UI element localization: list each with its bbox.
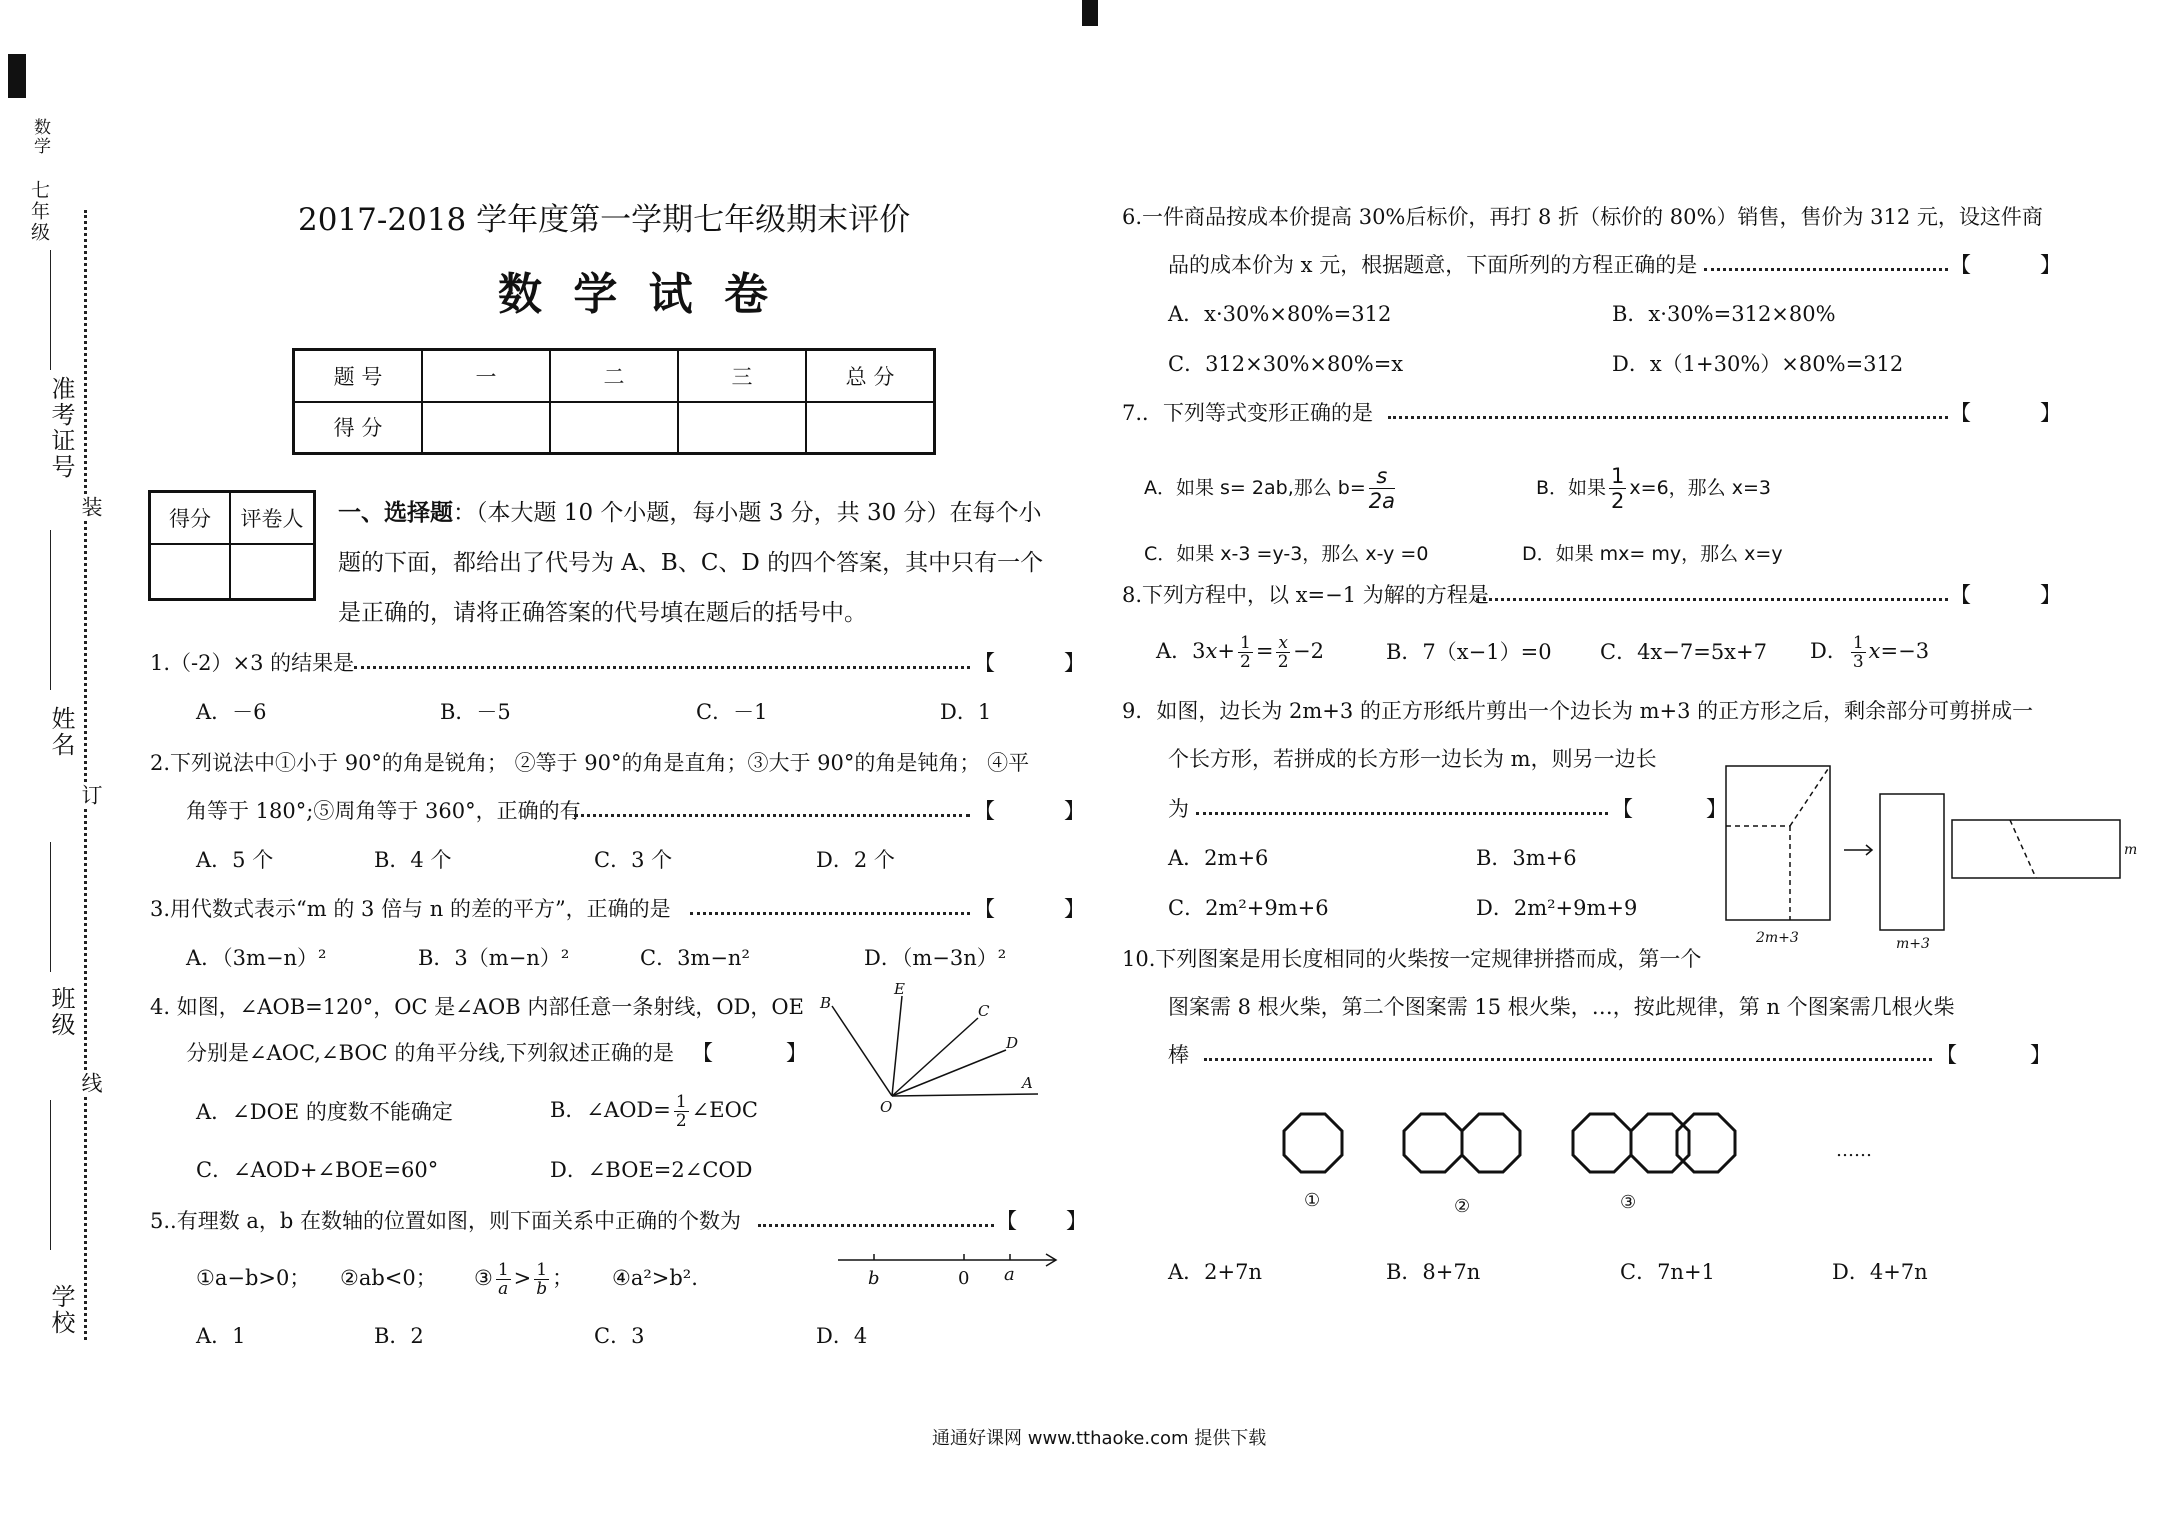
q9-stem-line1: 9．如图，边长为 2m+3 的正方形纸片剪出一个边长为 m+3 的正方形之后，剩余部分可剪拼成一	[1122, 699, 2034, 723]
q1-bracket-open: 【	[974, 651, 995, 675]
margin-line-3	[50, 842, 51, 972]
q4-option-b: B．∠AOD= $\frac{1}{2}$ ∠EOC	[550, 1092, 758, 1131]
axis-label-b: b	[868, 1268, 880, 1289]
q10-option-b: B．8+7n	[1386, 1260, 1481, 1284]
registration-mark-top	[1082, 0, 1098, 26]
q5-number-line	[834, 1240, 1064, 1290]
label-m: m	[2124, 842, 2138, 858]
q4-bracket-close: 】	[786, 1041, 807, 1065]
q5-bracket-close: 】	[1066, 1209, 1087, 1233]
q5-option-a: A．1	[196, 1324, 246, 1348]
q1-answer-blank[interactable]	[1000, 650, 1060, 678]
q7-answer-blank[interactable]	[1976, 400, 2036, 428]
q8-bracket-open: 【	[1950, 583, 1971, 607]
axis-label-zero: 0	[958, 1268, 970, 1289]
exam-title-line: 2017-2018 学年度第一学期七年级期末评价	[298, 202, 911, 238]
q2-option-a: A．5 个	[196, 848, 274, 872]
score-input-cell[interactable]	[422, 402, 550, 454]
exam-title-main: 数 学 试 卷	[498, 269, 776, 320]
q5-stem: 5..有理数 a，b 在数轴的位置如图，则下面关系中正确的个数为	[150, 1209, 742, 1233]
margin-exam-no: 准考证号	[47, 376, 75, 480]
q8-option-d: D． $\frac{1}{3}$ x=−3	[1810, 633, 1930, 672]
q9-answer-blank[interactable]	[1640, 796, 1704, 824]
q10-option-a: A．2+7n	[1168, 1260, 1263, 1284]
pattern-label-1: ①	[1304, 1190, 1321, 1211]
q5-statement-1: ①a−b>0；	[196, 1266, 311, 1290]
q2-option-b: B．4 个	[374, 848, 452, 872]
middle-rectangle	[1880, 794, 1944, 930]
section1-intro-line2: 题的下面，都给出了代号为 A、B、C、D 的四个答案，其中只有一个	[338, 550, 1044, 576]
label-d: D	[1006, 1034, 1019, 1052]
q4-option-b-fraction: $\frac{1}{2}$	[675, 1092, 687, 1131]
q2-bracket-close: 】	[1064, 799, 1085, 823]
q10-matchstick-figure	[1280, 1100, 1740, 1220]
score-header-cell: 二	[550, 350, 678, 402]
q5-statement-4: ④a²>b².	[612, 1266, 698, 1290]
grader-person-label: 评卷人	[230, 492, 315, 544]
binding-dotted-line	[84, 210, 87, 1340]
q9-square-figure	[1720, 760, 2140, 950]
q5-option-d: D．4	[816, 1324, 868, 1348]
ray-oc	[892, 1018, 978, 1096]
q3-option-a: A．（3m−n）²	[186, 946, 327, 970]
result-rectangle	[1952, 820, 2120, 878]
q4-stem-line2: 分别是∠AOC,∠BOC 的角平分线,下列叙述正确的是	[186, 1041, 675, 1065]
ray-oe	[892, 996, 902, 1096]
q6-leader-dots	[1704, 268, 1948, 271]
q9-bracket-close: 】	[1706, 797, 1727, 821]
score-input-cell[interactable]	[678, 402, 806, 454]
q9-option-c: C．2m²+9m+6	[1168, 896, 1329, 920]
footer-source: 通通好课网 www.tthaoke.com 提供下载	[932, 1428, 1267, 1449]
q1-option-b: B．－5	[440, 700, 511, 724]
q10-stem-line3: 棒	[1168, 1043, 1189, 1067]
q5-leader-dots	[758, 1224, 994, 1227]
score-table	[292, 348, 936, 455]
margin-line-1	[50, 250, 51, 370]
octagon-pattern-3a	[1573, 1114, 1631, 1172]
q9-leader-dots	[1196, 812, 1608, 815]
q4-option-d: D．∠BOE=2∠COD	[550, 1158, 753, 1182]
grader-score-label: 得分	[150, 492, 231, 544]
score-header-cell: 总 分	[806, 350, 935, 402]
pattern-label-3: ③	[1620, 1192, 1637, 1213]
q7-option-a: A．如果 s= 2ab,那么 b= $\frac{s}{2a}$	[1144, 464, 1395, 513]
q8-leader-dots	[1476, 598, 1948, 601]
q10-option-c: C．7n+1	[1620, 1260, 1715, 1284]
q1-option-a: A．－6	[196, 700, 267, 724]
q8-option-c: C．4x−7=5x+7	[1600, 640, 1767, 664]
q3-answer-blank[interactable]	[1000, 896, 1060, 924]
q1-stem: 1.（-2）×3 的结果是	[150, 651, 355, 675]
q3-option-c: C．3m−n²	[640, 946, 750, 970]
q4-bracket-open: 【	[692, 1041, 713, 1065]
label-o: O	[880, 1098, 893, 1116]
ray-od	[892, 1050, 1006, 1096]
margin-zhuang: 装	[76, 496, 106, 519]
q2-option-d: D．2 个	[816, 848, 895, 872]
q9-stem-line2: 个长方形，若拼成的长方形一边长为 m，则另一边长	[1168, 747, 1657, 771]
q3-option-b: B．3（m−n）²	[418, 946, 570, 970]
q1-option-c: C．－1	[696, 700, 768, 724]
q8-option-a: A．3x+ $\frac{1}{2}$ = $\frac{x}{2}$ −2	[1156, 633, 1324, 672]
q5-option-b: B．2	[374, 1324, 424, 1348]
q9-stem-line3: 为	[1168, 797, 1189, 821]
pattern-label-2: ②	[1454, 1196, 1471, 1217]
q1-bracket-close: 】	[1064, 651, 1085, 675]
q2-answer-blank[interactable]	[1000, 798, 1060, 826]
octagon-pattern-2b	[1462, 1114, 1520, 1172]
octagon-pattern-2a	[1404, 1114, 1462, 1172]
q6-answer-blank[interactable]	[1976, 252, 2036, 280]
q6-bracket-close: 】	[2040, 253, 2061, 277]
grader-score-cell[interactable]	[150, 544, 231, 600]
score-input-cell[interactable]	[550, 402, 678, 454]
q8-bracket-close: 】	[2040, 583, 2061, 607]
ray-ob	[832, 1006, 892, 1096]
q10-stem-line2: 图案需 8 根火柴，第二个图案需 15 根火柴，…，按此规律，第 n 个图案需几根火柴	[1168, 995, 1955, 1019]
q5-option-c: C．3	[594, 1324, 645, 1348]
q10-leader-dots	[1204, 1058, 1932, 1061]
q4-option-c: C．∠AOD+∠BOE=60°	[196, 1158, 439, 1182]
q8-stem: 8.下列方程中，以 x=−1 为解的方程是	[1122, 583, 1489, 607]
q6-option-d: D．x（1+30%）×80%=312	[1612, 352, 1904, 376]
q6-option-a: A．x·30%×80%=312	[1168, 302, 1392, 326]
q6-stem-line2: 品的成本价为 x 元，根据题意，下面所列的方程正确的是	[1168, 253, 1698, 277]
q8-option-b: B．7（x−1）=0	[1386, 640, 1552, 664]
section1-intro-line3: 是正确的，请将正确答案的代号填在题后的括号中。	[338, 600, 867, 626]
q2-leader-dots	[574, 814, 970, 817]
q10-stem-line1: 10.下列图案是用长度相同的火柴按一定规律拼搭而成，第一个	[1122, 947, 1702, 971]
q10-bracket-open: 【	[1936, 1043, 1957, 1067]
q4-angle-figure	[810, 978, 1050, 1118]
label-2m3: 2m+3	[1756, 930, 1799, 946]
q7-bracket-close: 】	[2040, 401, 2061, 425]
octagon-pattern-3b	[1631, 1114, 1689, 1172]
label-m3: m+3	[1896, 936, 1930, 950]
ray-oa	[892, 1094, 1038, 1096]
q5-statement-3: ③ $\frac{1}{a}$ > $\frac{1}{b}$ ；	[474, 1260, 574, 1299]
label-a: A	[1022, 1074, 1033, 1092]
q10-bracket-close: 】	[2030, 1043, 2051, 1067]
big-square	[1726, 766, 1830, 920]
score-header-cell: 三	[678, 350, 806, 402]
q5-answer-blank[interactable]	[1020, 1208, 1064, 1236]
margin-name: 姓名	[47, 706, 75, 758]
grader-person-cell[interactable]	[230, 544, 315, 600]
q7-option-b: B．如果 $\frac{1}{2}$ x=6，那么 x=3	[1536, 464, 1771, 513]
margin-ding: 订	[76, 784, 106, 807]
margin-class: 班级	[47, 986, 75, 1038]
grader-table	[148, 490, 316, 601]
axis-label-a: a	[1004, 1264, 1015, 1285]
q6-stem-line1: 6.一件商品按成本价提高 30%后标价，再打 8 折（标价的 80%）销售，售价为 312 元，设这件商	[1122, 205, 2043, 229]
q5-bracket-open: 【	[996, 1209, 1017, 1233]
q4-option-a: A．∠DOE 的度数不能确定	[196, 1100, 453, 1124]
margin-line-4	[50, 1100, 51, 1250]
octagon-pattern-3c	[1677, 1114, 1735, 1172]
q7-option-d: D．如果 mx= my，那么 x=y	[1522, 543, 1783, 565]
q2-option-c: C．3 个	[594, 848, 673, 872]
q2-bracket-open: 【	[974, 799, 995, 823]
score-input-cell[interactable]	[806, 402, 935, 454]
q4-answer-blank[interactable]	[716, 1040, 782, 1068]
q2-stem-line2: 角等于 180°;⑤周角等于 360°，正确的有	[186, 799, 581, 823]
q3-option-d: D．（m−3n）²	[864, 946, 1007, 970]
q4-stem-line1: 4. 如图，∠AOB=120°，OC 是∠AOB 内部任意一条射线，OD，OE	[150, 995, 804, 1019]
section1-intro-line1: 一、选择题：（本大题 10 个小题，每小题 3 分，共 30 分）在每个小	[338, 499, 1042, 526]
octagon-pattern-1	[1284, 1114, 1342, 1172]
q6-option-c: C．312×30%×80%=x	[1168, 352, 1404, 376]
q7-stem: 7.．下列等式变形正确的是	[1122, 401, 1374, 425]
label-b: B	[820, 994, 832, 1012]
score-header-cell: 题 号	[294, 350, 423, 402]
q6-option-b: B．x·30%=312×80%	[1612, 302, 1836, 326]
q3-stem: 3.用代数式表示“m 的 3 倍与 n 的差的平方”，正确的是	[150, 897, 671, 921]
margin-school: 学校	[47, 1284, 75, 1336]
q5-statement-2: ②ab<0；	[340, 1266, 437, 1290]
margin-grade: 七年级	[28, 180, 50, 243]
q7-bracket-open: 【	[1950, 401, 1971, 425]
score-header-cell: 一	[422, 350, 550, 402]
label-e: E	[894, 980, 905, 998]
margin-subject: 数学	[30, 118, 50, 156]
q9-option-a: A．2m+6	[1168, 846, 1269, 870]
q3-leader-dots	[690, 912, 970, 915]
q8-answer-blank[interactable]	[1976, 582, 2036, 610]
q2-stem-line1: 2.下列说法中①小于 90°的角是锐角； ②等于 90°的角是直角；③大于 90°的角是钝角； ④平	[150, 751, 1030, 775]
registration-mark-left	[8, 54, 26, 98]
q9-option-d: D．2m²+9m+9	[1476, 896, 1638, 920]
q1-leader-dots	[354, 666, 970, 669]
q1-option-d: D．1	[940, 700, 992, 724]
q3-bracket-close: 】	[1064, 897, 1085, 921]
score-row-label: 得 分	[294, 402, 423, 454]
margin-line-2	[50, 530, 51, 690]
q10-continuation-dots: ……	[1836, 1140, 1872, 1161]
section1-heading: 一、选择题	[338, 499, 453, 526]
q7-option-c: C．如果 x-3 =y-3，那么 x-y =0	[1144, 543, 1429, 565]
q10-option-d: D．4+7n	[1832, 1260, 1928, 1284]
q9-option-b: B．3m+6	[1476, 846, 1577, 870]
q7-leader-dots	[1388, 416, 1948, 419]
q3-bracket-open: 【	[974, 897, 995, 921]
margin-xian: 线	[76, 1072, 106, 1095]
label-c: C	[978, 1002, 990, 1020]
q6-bracket-open: 【	[1950, 253, 1971, 277]
q10-answer-blank[interactable]	[1964, 1042, 2024, 1070]
q9-bracket-open: 【	[1612, 797, 1633, 821]
